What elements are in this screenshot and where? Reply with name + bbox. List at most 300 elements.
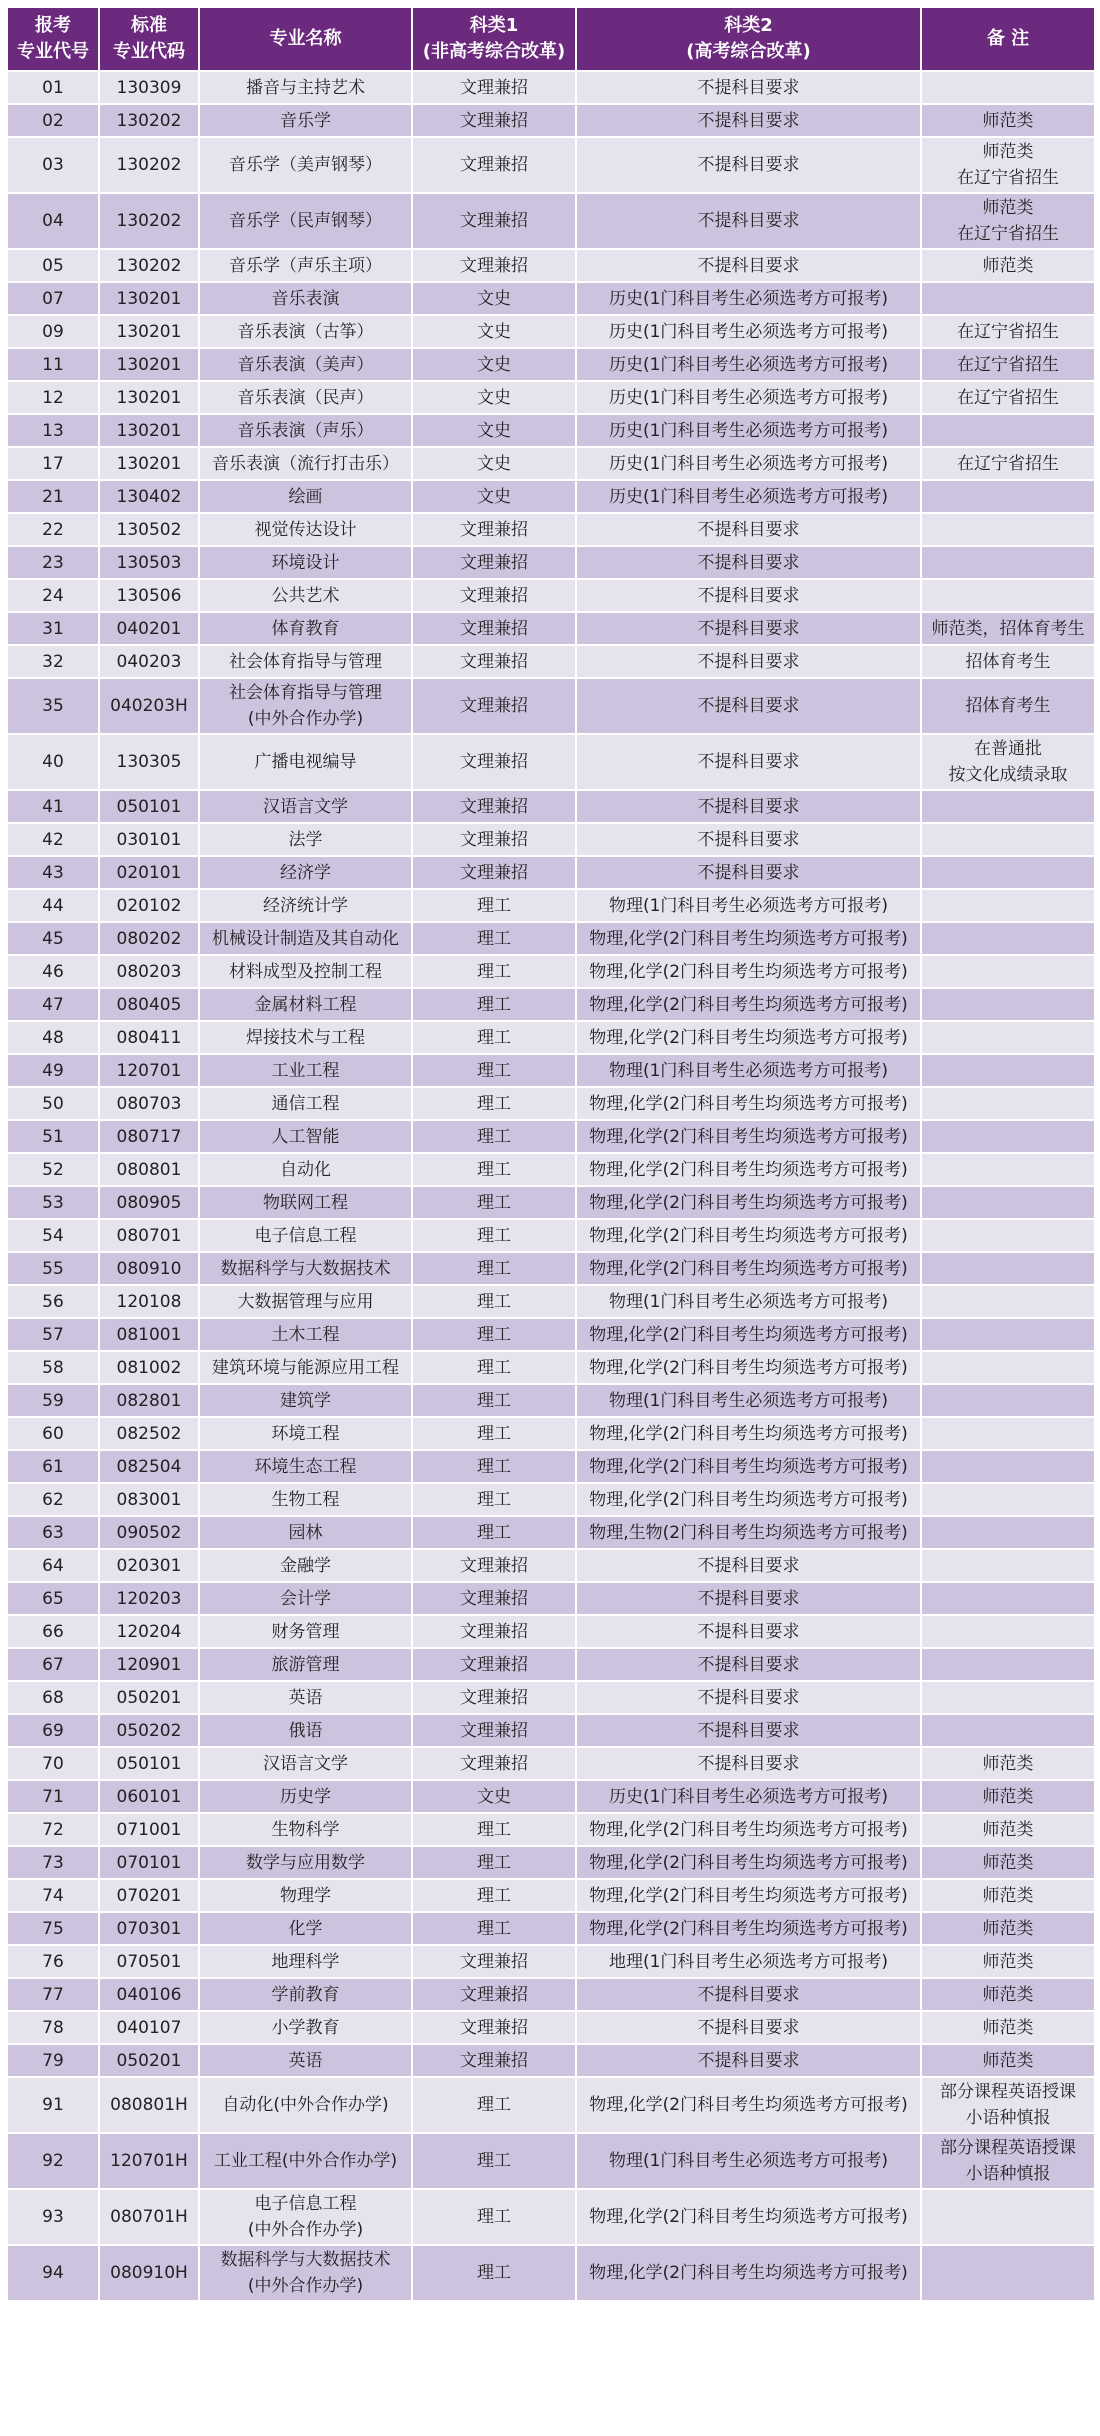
cell-exam-code: 78	[7, 2011, 99, 2044]
cell-exam-code: 02	[7, 104, 99, 137]
cell-category-2: 物理,化学(2门科目考生均须选考方可报考)	[576, 1879, 921, 1912]
cell-category-1: 理工	[412, 1219, 576, 1252]
cell-major-name: 建筑环境与能源应用工程	[199, 1351, 412, 1384]
cell-major-name: 音乐学	[199, 104, 412, 137]
cell-standard-code: 130503	[99, 546, 199, 579]
cell-category-1: 理工	[412, 1516, 576, 1549]
cell-standard-code: 080703	[99, 1087, 199, 1120]
cell-category-1: 文理兼招	[412, 1648, 576, 1681]
cell-category-1: 文理兼招	[412, 1549, 576, 1582]
cell-category-1: 文理兼招	[412, 790, 576, 823]
header-major-name: 专业名称	[199, 7, 412, 71]
cell-exam-code: 12	[7, 381, 99, 414]
cell-category-1: 文史	[412, 1780, 576, 1813]
cell-category-1: 理工	[412, 1120, 576, 1153]
cell-remarks	[921, 1285, 1095, 1318]
header-category-2: 科类2 (高考综合改革)	[576, 7, 921, 71]
cell-standard-code: 040106	[99, 1978, 199, 2011]
cell-category-2: 不提科目要求	[576, 678, 921, 734]
cell-major-name: 经济学	[199, 856, 412, 889]
cell-category-1: 文理兼招	[412, 1714, 576, 1747]
cell-category-2: 物理,化学(2门科目考生均须选考方可报考)	[576, 922, 921, 955]
table-row	[7, 678, 1095, 734]
cell-standard-code: 080405	[99, 988, 199, 1021]
cell-exam-code: 93	[7, 2189, 99, 2245]
cell-exam-code: 31	[7, 612, 99, 645]
cell-category-1: 理工	[412, 1384, 576, 1417]
cell-category-2: 历史(1门科目考生必须选考方可报考)	[576, 1780, 921, 1813]
cell-category-1: 文理兼招	[412, 193, 576, 249]
cell-remarks: 师范类	[921, 2044, 1095, 2077]
table-row	[7, 2245, 1095, 2301]
cell-exam-code: 76	[7, 1945, 99, 1978]
table-row	[7, 1582, 1095, 1615]
cell-category-2: 不提科目要求	[576, 1615, 921, 1648]
cell-category-1: 理工	[412, 2245, 576, 2301]
cell-category-1: 文理兼招	[412, 546, 576, 579]
cell-category-1: 理工	[412, 1285, 576, 1318]
cell-remarks	[921, 1021, 1095, 1054]
cell-category-2: 物理,化学(2门科目考生均须选考方可报考)	[576, 1021, 921, 1054]
cell-exam-code: 11	[7, 348, 99, 381]
cell-major-name: 通信工程	[199, 1087, 412, 1120]
cell-category-2: 不提科目要求	[576, 645, 921, 678]
cell-standard-code: 130305	[99, 734, 199, 790]
cell-exam-code: 01	[7, 71, 99, 104]
cell-major-name: 数据科学与大数据技术	[199, 1252, 412, 1285]
table-row	[7, 1219, 1095, 1252]
table-row	[7, 1120, 1095, 1153]
cell-remarks	[921, 1615, 1095, 1648]
table-row	[7, 1846, 1095, 1879]
cell-standard-code: 050201	[99, 2044, 199, 2077]
cell-exam-code: 92	[7, 2133, 99, 2189]
cell-remarks	[921, 414, 1095, 447]
cell-major-name: 工业工程(中外合作办学)	[199, 2133, 412, 2189]
cell-major-name: 汉语言文学	[199, 790, 412, 823]
table-row	[7, 790, 1095, 823]
cell-major-name: 会计学	[199, 1582, 412, 1615]
cell-standard-code: 040201	[99, 612, 199, 645]
table-row	[7, 955, 1095, 988]
cell-standard-code: 080202	[99, 922, 199, 955]
cell-exam-code: 72	[7, 1813, 99, 1846]
cell-standard-code: 130201	[99, 381, 199, 414]
cell-standard-code: 080411	[99, 1021, 199, 1054]
cell-category-2: 不提科目要求	[576, 1582, 921, 1615]
cell-category-2: 不提科目要求	[576, 734, 921, 790]
cell-exam-code: 91	[7, 2077, 99, 2133]
cell-standard-code: 130506	[99, 579, 199, 612]
cell-standard-code: 130201	[99, 414, 199, 447]
cell-category-1: 文理兼招	[412, 104, 576, 137]
cell-major-name: 金融学	[199, 1549, 412, 1582]
header-row	[7, 7, 1095, 71]
table-row	[7, 1021, 1095, 1054]
table-row	[7, 922, 1095, 955]
cell-standard-code: 120204	[99, 1615, 199, 1648]
cell-exam-code: 57	[7, 1318, 99, 1351]
cell-category-2: 不提科目要求	[576, 1714, 921, 1747]
cell-standard-code: 083001	[99, 1483, 199, 1516]
cell-standard-code: 082504	[99, 1450, 199, 1483]
cell-remarks	[921, 1681, 1095, 1714]
table-row	[7, 104, 1095, 137]
cell-remarks: 招体育考生	[921, 645, 1095, 678]
cell-category-1: 文理兼招	[412, 1747, 576, 1780]
cell-exam-code: 49	[7, 1054, 99, 1087]
cell-major-name: 播音与主持艺术	[199, 71, 412, 104]
table-row	[7, 1648, 1095, 1681]
cell-remarks	[921, 1483, 1095, 1516]
cell-remarks: 在辽宁省招生	[921, 381, 1095, 414]
cell-remarks: 师范类	[921, 1780, 1095, 1813]
table-row	[7, 1615, 1095, 1648]
cell-standard-code: 020102	[99, 889, 199, 922]
cell-exam-code: 09	[7, 315, 99, 348]
table-row	[7, 1516, 1095, 1549]
cell-category-1: 理工	[412, 1879, 576, 1912]
cell-exam-code: 61	[7, 1450, 99, 1483]
cell-major-name: 音乐表演（古筝）	[199, 315, 412, 348]
cell-standard-code: 080801H	[99, 2077, 199, 2133]
cell-remarks: 在辽宁省招生	[921, 315, 1095, 348]
cell-category-1: 理工	[412, 1021, 576, 1054]
cell-category-1: 理工	[412, 1813, 576, 1846]
cell-category-2: 不提科目要求	[576, 1978, 921, 2011]
cell-standard-code: 030101	[99, 823, 199, 856]
cell-standard-code: 040203H	[99, 678, 199, 734]
cell-exam-code: 63	[7, 1516, 99, 1549]
table-row	[7, 348, 1095, 381]
cell-category-1: 文理兼招	[412, 2044, 576, 2077]
cell-remarks	[921, 1120, 1095, 1153]
cell-exam-code: 42	[7, 823, 99, 856]
cell-exam-code: 60	[7, 1417, 99, 1450]
cell-standard-code: 080701H	[99, 2189, 199, 2245]
cell-remarks	[921, 1087, 1095, 1120]
cell-category-2: 物理,化学(2门科目考生均须选考方可报考)	[576, 1252, 921, 1285]
cell-major-name: 大数据管理与应用	[199, 1285, 412, 1318]
cell-remarks	[921, 856, 1095, 889]
cell-exam-code: 77	[7, 1978, 99, 2011]
table-row	[7, 414, 1095, 447]
cell-category-2: 不提科目要求	[576, 71, 921, 104]
cell-category-2: 不提科目要求	[576, 546, 921, 579]
cell-exam-code: 68	[7, 1681, 99, 1714]
cell-remarks	[921, 1549, 1095, 1582]
cell-category-1: 理工	[412, 889, 576, 922]
cell-exam-code: 54	[7, 1219, 99, 1252]
cell-standard-code: 130502	[99, 513, 199, 546]
table-row	[7, 1780, 1095, 1813]
cell-remarks	[921, 790, 1095, 823]
cell-exam-code: 22	[7, 513, 99, 546]
cell-category-1: 理工	[412, 1252, 576, 1285]
table-row	[7, 856, 1095, 889]
cell-standard-code: 080717	[99, 1120, 199, 1153]
table-row	[7, 1747, 1095, 1780]
cell-category-2: 历史(1门科目考生必须选考方可报考)	[576, 282, 921, 315]
cell-remarks: 部分课程英语授课 小语种慎报	[921, 2133, 1095, 2189]
cell-remarks: 师范类	[921, 104, 1095, 137]
cell-exam-code: 79	[7, 2044, 99, 2077]
cell-major-name: 财务管理	[199, 1615, 412, 1648]
cell-major-name: 音乐学（民声钢琴）	[199, 193, 412, 249]
cell-major-name: 旅游管理	[199, 1648, 412, 1681]
cell-category-1: 文理兼招	[412, 678, 576, 734]
cell-remarks: 师范类	[921, 1813, 1095, 1846]
cell-standard-code: 120701H	[99, 2133, 199, 2189]
cell-standard-code: 070301	[99, 1912, 199, 1945]
table-row	[7, 1285, 1095, 1318]
cell-major-name: 环境设计	[199, 546, 412, 579]
cell-category-2: 历史(1门科目考生必须选考方可报考)	[576, 480, 921, 513]
cell-major-name: 英语	[199, 1681, 412, 1714]
cell-remarks: 师范类	[921, 1747, 1095, 1780]
cell-exam-code: 50	[7, 1087, 99, 1120]
cell-standard-code: 120901	[99, 1648, 199, 1681]
cell-major-name: 物联网工程	[199, 1186, 412, 1219]
cell-exam-code: 07	[7, 282, 99, 315]
cell-category-1: 文理兼招	[412, 734, 576, 790]
cell-major-name: 法学	[199, 823, 412, 856]
cell-exam-code: 47	[7, 988, 99, 1021]
cell-major-name: 学前教育	[199, 1978, 412, 2011]
cell-exam-code: 67	[7, 1648, 99, 1681]
cell-major-name: 数学与应用数学	[199, 1846, 412, 1879]
table-row	[7, 2189, 1095, 2245]
cell-exam-code: 53	[7, 1186, 99, 1219]
cell-remarks	[921, 1384, 1095, 1417]
cell-category-2: 物理,化学(2门科目考生均须选考方可报考)	[576, 1351, 921, 1384]
cell-major-name: 机械设计制造及其自动化	[199, 922, 412, 955]
table-row	[7, 889, 1095, 922]
cell-remarks: 师范类	[921, 1978, 1095, 2011]
cell-category-1: 文理兼招	[412, 579, 576, 612]
cell-major-name: 绘画	[199, 480, 412, 513]
table-row	[7, 1681, 1095, 1714]
cell-category-2: 物理,化学(2门科目考生均须选考方可报考)	[576, 1219, 921, 1252]
table-row	[7, 1879, 1095, 1912]
table-row	[7, 381, 1095, 414]
cell-category-1: 理工	[412, 1417, 576, 1450]
cell-standard-code: 050101	[99, 1747, 199, 1780]
cell-remarks: 师范类 在辽宁省招生	[921, 193, 1095, 249]
cell-remarks: 师范类 在辽宁省招生	[921, 137, 1095, 193]
table-row	[7, 2044, 1095, 2077]
cell-remarks	[921, 1516, 1095, 1549]
cell-standard-code: 080203	[99, 955, 199, 988]
cell-category-1: 理工	[412, 1153, 576, 1186]
cell-major-name: 历史学	[199, 1780, 412, 1813]
cell-standard-code: 130402	[99, 480, 199, 513]
cell-major-name: 生物科学	[199, 1813, 412, 1846]
cell-remarks	[921, 71, 1095, 104]
cell-remarks	[921, 1252, 1095, 1285]
cell-remarks	[921, 1714, 1095, 1747]
table-row	[7, 513, 1095, 546]
cell-major-name: 材料成型及控制工程	[199, 955, 412, 988]
cell-category-1: 理工	[412, 1318, 576, 1351]
cell-major-name: 地理科学	[199, 1945, 412, 1978]
cell-category-1: 理工	[412, 1351, 576, 1384]
table-row	[7, 1813, 1095, 1846]
cell-category-2: 物理,化学(2门科目考生均须选考方可报考)	[576, 1318, 921, 1351]
table-row	[7, 734, 1095, 790]
cell-major-name: 电子信息工程	[199, 1219, 412, 1252]
cell-remarks	[921, 1153, 1095, 1186]
cell-category-2: 不提科目要求	[576, 790, 921, 823]
cell-major-name: 园林	[199, 1516, 412, 1549]
table-row	[7, 1054, 1095, 1087]
cell-category-2: 物理(1门科目考生必须选考方可报考)	[576, 1054, 921, 1087]
table-row	[7, 1384, 1095, 1417]
table-row	[7, 1417, 1095, 1450]
table-row	[7, 137, 1095, 193]
cell-standard-code: 120701	[99, 1054, 199, 1087]
cell-category-2: 不提科目要求	[576, 2011, 921, 2044]
cell-major-name: 视觉传达设计	[199, 513, 412, 546]
cell-remarks	[921, 889, 1095, 922]
cell-category-1: 文理兼招	[412, 1615, 576, 1648]
table-row	[7, 1153, 1095, 1186]
cell-category-2: 物理,生物(2门科目考生均须选考方可报考)	[576, 1516, 921, 1549]
cell-remarks	[921, 546, 1095, 579]
cell-category-2: 不提科目要求	[576, 193, 921, 249]
cell-category-1: 理工	[412, 1483, 576, 1516]
cell-category-2: 物理(1门科目考生必须选考方可报考)	[576, 1285, 921, 1318]
table-row	[7, 1912, 1095, 1945]
cell-category-2: 物理,化学(2门科目考生均须选考方可报考)	[576, 1186, 921, 1219]
cell-category-2: 不提科目要求	[576, 1549, 921, 1582]
cell-exam-code: 41	[7, 790, 99, 823]
table-row	[7, 612, 1095, 645]
cell-category-2: 不提科目要求	[576, 1648, 921, 1681]
table-row	[7, 1549, 1095, 1582]
cell-category-1: 文理兼招	[412, 2011, 576, 2044]
cell-standard-code: 071001	[99, 1813, 199, 1846]
cell-remarks: 师范类，招体育考生	[921, 612, 1095, 645]
cell-major-name: 汉语言文学	[199, 1747, 412, 1780]
cell-exam-code: 43	[7, 856, 99, 889]
cell-remarks	[921, 480, 1095, 513]
cell-category-1: 理工	[412, 2077, 576, 2133]
cell-category-1: 文史	[412, 348, 576, 381]
cell-major-name: 人工智能	[199, 1120, 412, 1153]
table-row	[7, 1351, 1095, 1384]
table-row	[7, 1318, 1095, 1351]
cell-major-name: 金属材料工程	[199, 988, 412, 1021]
cell-category-2: 不提科目要求	[576, 137, 921, 193]
cell-standard-code: 050101	[99, 790, 199, 823]
table-row	[7, 282, 1095, 315]
cell-major-name: 音乐表演（声乐）	[199, 414, 412, 447]
cell-exam-code: 46	[7, 955, 99, 988]
cell-standard-code: 120108	[99, 1285, 199, 1318]
table-row	[7, 579, 1095, 612]
cell-remarks	[921, 1351, 1095, 1384]
admissions-table-container	[6, 6, 1096, 2302]
cell-standard-code: 090502	[99, 1516, 199, 1549]
table-row	[7, 988, 1095, 1021]
cell-standard-code: 130201	[99, 348, 199, 381]
cell-category-1: 理工	[412, 1087, 576, 1120]
cell-category-1: 文理兼招	[412, 823, 576, 856]
cell-standard-code: 130201	[99, 282, 199, 315]
cell-category-2: 物理,化学(2门科目考生均须选考方可报考)	[576, 2245, 921, 2301]
cell-remarks	[921, 823, 1095, 856]
cell-category-1: 理工	[412, 988, 576, 1021]
cell-category-2: 不提科目要求	[576, 1681, 921, 1714]
cell-remarks	[921, 2245, 1095, 2301]
cell-category-1: 文理兼招	[412, 856, 576, 889]
cell-standard-code: 130202	[99, 137, 199, 193]
table-row	[7, 480, 1095, 513]
cell-category-1: 文理兼招	[412, 137, 576, 193]
cell-major-name: 环境工程	[199, 1417, 412, 1450]
table-row	[7, 1450, 1095, 1483]
table-row	[7, 1978, 1095, 2011]
cell-standard-code: 070101	[99, 1846, 199, 1879]
cell-major-name: 经济统计学	[199, 889, 412, 922]
cell-major-name: 数据科学与大数据技术 (中外合作办学)	[199, 2245, 412, 2301]
cell-category-1: 理工	[412, 1054, 576, 1087]
cell-category-2: 不提科目要求	[576, 579, 921, 612]
cell-standard-code: 060101	[99, 1780, 199, 1813]
cell-major-name: 自动化(中外合作办学)	[199, 2077, 412, 2133]
cell-category-1: 文理兼招	[412, 71, 576, 104]
table-row	[7, 1186, 1095, 1219]
cell-category-1: 文史	[412, 414, 576, 447]
cell-exam-code: 66	[7, 1615, 99, 1648]
cell-remarks: 师范类	[921, 2011, 1095, 2044]
cell-standard-code: 130309	[99, 71, 199, 104]
cell-standard-code: 040107	[99, 2011, 199, 2044]
cell-exam-code: 32	[7, 645, 99, 678]
cell-standard-code: 080801	[99, 1153, 199, 1186]
cell-standard-code: 130202	[99, 104, 199, 137]
cell-standard-code: 020101	[99, 856, 199, 889]
cell-category-1: 理工	[412, 1450, 576, 1483]
cell-remarks: 师范类	[921, 249, 1095, 282]
cell-remarks	[921, 513, 1095, 546]
cell-standard-code: 080910	[99, 1252, 199, 1285]
cell-category-2: 物理,化学(2门科目考生均须选考方可报考)	[576, 955, 921, 988]
cell-major-name: 广播电视编导	[199, 734, 412, 790]
cell-remarks	[921, 922, 1095, 955]
cell-standard-code: 081001	[99, 1318, 199, 1351]
cell-category-2: 地理(1门科目考生必须选考方可报考)	[576, 1945, 921, 1978]
cell-major-name: 音乐表演（流行打击乐）	[199, 447, 412, 480]
cell-exam-code: 35	[7, 678, 99, 734]
cell-standard-code: 082502	[99, 1417, 199, 1450]
cell-major-name: 体育教育	[199, 612, 412, 645]
cell-exam-code: 17	[7, 447, 99, 480]
table-header	[7, 7, 1095, 71]
cell-remarks	[921, 1648, 1095, 1681]
cell-major-name: 环境生态工程	[199, 1450, 412, 1483]
table-row	[7, 193, 1095, 249]
cell-major-name: 俄语	[199, 1714, 412, 1747]
cell-category-2: 物理,化学(2门科目考生均须选考方可报考)	[576, 1912, 921, 1945]
header-remarks: 备 注	[921, 7, 1095, 71]
cell-major-name: 土木工程	[199, 1318, 412, 1351]
cell-major-name: 电子信息工程 (中外合作办学)	[199, 2189, 412, 2245]
cell-exam-code: 24	[7, 579, 99, 612]
cell-exam-code: 74	[7, 1879, 99, 1912]
table-row	[7, 71, 1095, 104]
